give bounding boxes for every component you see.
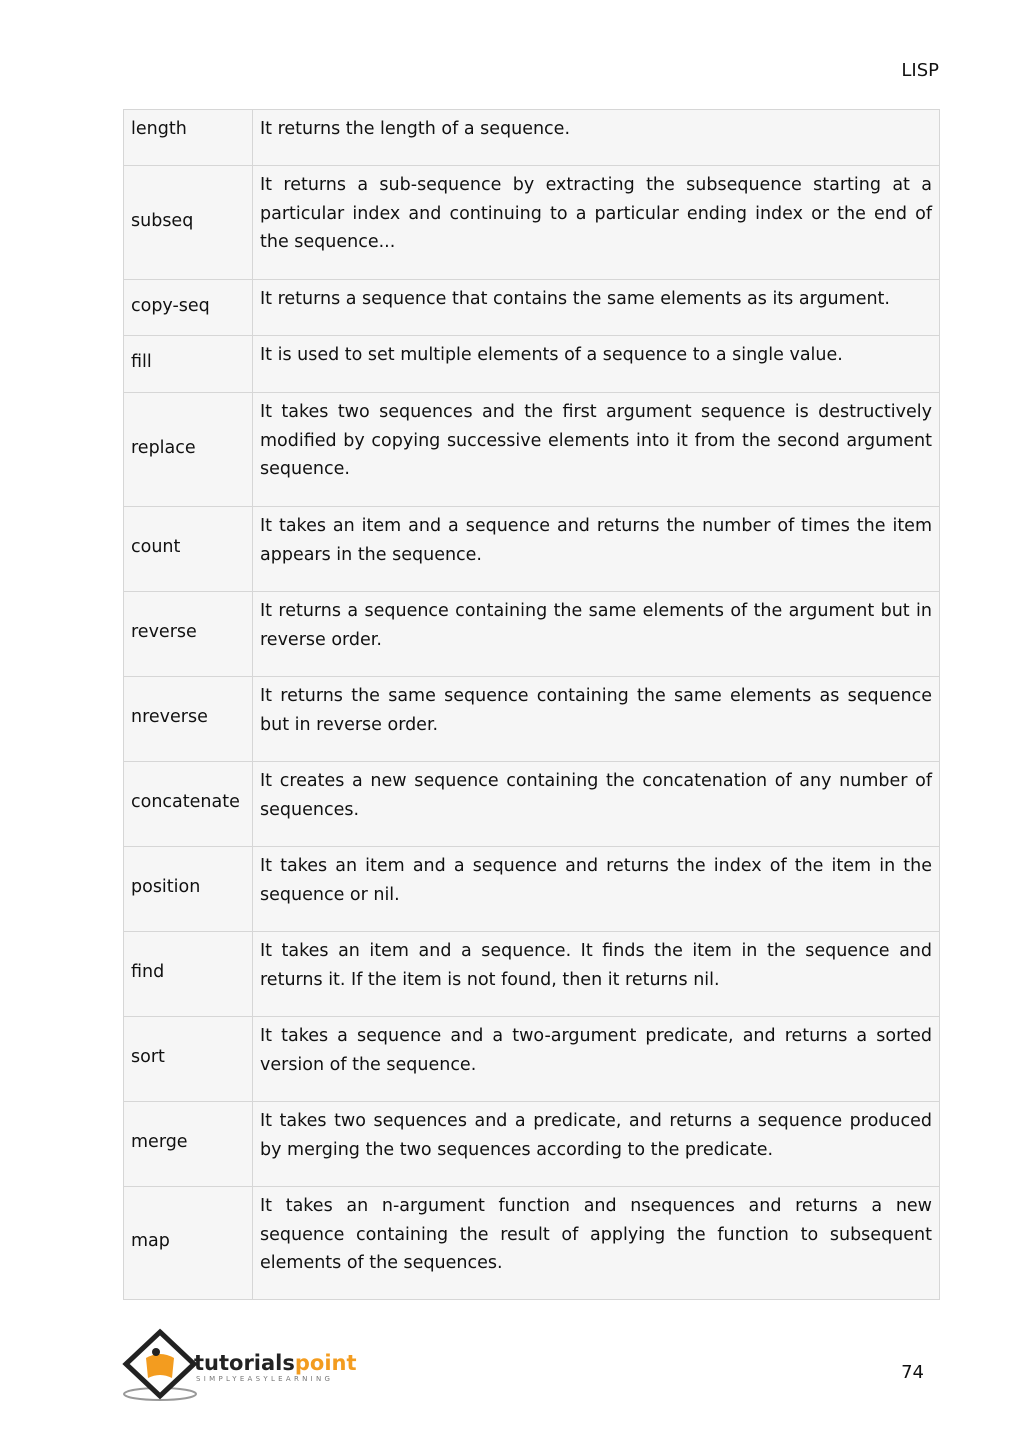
function-description: It returns the length of a sequence. [253, 110, 940, 166]
table-row [124, 847, 940, 932]
function-description: It takes an n-argument function and nsequences and returns a new sequence containing the result of applying the function to subsequent elements of the sequences. [253, 1187, 940, 1300]
table-row [124, 507, 940, 592]
table-row [124, 1017, 940, 1102]
function-description: It takes two sequences and a predicate, and returns a sequence produced by merging the two sequences according to the predicate. [253, 1102, 940, 1187]
function-name: replace [124, 393, 253, 507]
function-description: It takes two sequences and the first argument sequence is destructively modified by copying successive elements into it from the second argument sequence. [253, 393, 940, 507]
function-name: concatenate [124, 762, 253, 847]
table-row [124, 280, 940, 336]
tutorialspoint-logo [122, 1328, 367, 1402]
function-description: It takes an item and a sequence and returns the number of times the item appears in the sequence. [253, 507, 940, 592]
function-name: count [124, 507, 253, 592]
sequence-functions-table [123, 109, 940, 1300]
svg-text:SIMPLYEASYLEARNING: SIMPLYEASYLEARNING [196, 1375, 334, 1383]
table-row [124, 166, 940, 280]
function-description: It returns a sequence that contains the same elements as its argument. [253, 280, 940, 336]
function-description: It creates a new sequence containing the concatenation of any number of sequences. [253, 762, 940, 847]
function-description: It takes a sequence and a two-argument predicate, and returns a sorted version of the sequence. [253, 1017, 940, 1102]
function-name: reverse [124, 592, 253, 677]
function-description: It returns a sequence containing the same elements of the argument but in reverse order. [253, 592, 940, 677]
svg-text:tutorialspoint: tutorialspoint [194, 1351, 357, 1375]
table-row [124, 1187, 940, 1300]
function-name: sort [124, 1017, 253, 1102]
table-row [124, 932, 940, 1017]
function-name: length [124, 110, 253, 166]
table-row [124, 677, 940, 762]
table-row [124, 336, 940, 393]
function-name: subseq [124, 166, 253, 280]
function-name: fill [124, 336, 253, 393]
table-row [124, 1102, 940, 1187]
function-description: It takes an item and a sequence. It finds the item in the sequence and returns it. If the item is not found, then it returns nil. [253, 932, 940, 1017]
table-row [124, 110, 940, 166]
function-description: It returns the same sequence containing the same elements as sequence but in reverse order. [253, 677, 940, 762]
function-name: map [124, 1187, 253, 1300]
function-description: It is used to set multiple elements of a sequence to a single value. [253, 336, 940, 393]
page-number: 74 [901, 1362, 924, 1383]
table-row [124, 762, 940, 847]
function-name: position [124, 847, 253, 932]
function-name: copy-seq [124, 280, 253, 336]
function-name: merge [124, 1102, 253, 1187]
function-description: It returns a sub-sequence by extracting the subsequence starting at a particular index and continuing to a particular ending index or the end of the sequence... [253, 166, 940, 280]
table-row [124, 592, 940, 677]
function-name: nreverse [124, 677, 253, 762]
function-description: It takes an item and a sequence and returns the index of the item in the sequence or nil. [253, 847, 940, 932]
running-header: LISP [901, 60, 939, 81]
table-row [124, 393, 940, 507]
function-name: find [124, 932, 253, 1017]
